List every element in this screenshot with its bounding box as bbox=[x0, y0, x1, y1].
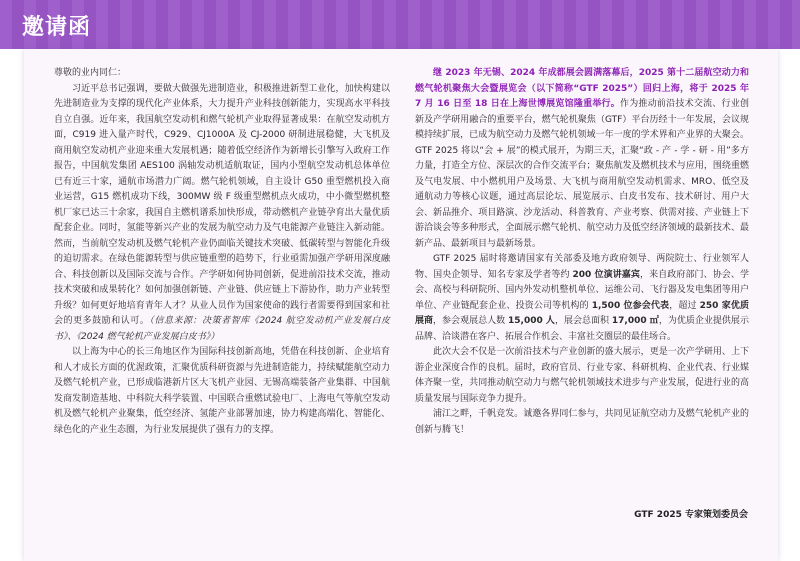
delegates-count: 1,500 位参会代表 bbox=[591, 300, 670, 311]
visitors-count: 15,000 人 bbox=[508, 316, 555, 326]
page-title: 邀请函 bbox=[22, 15, 92, 40]
p2-text-c: ，来自政府部门、协会、学会、高校与科研院所、国内外发动机整机单位、运维公司、飞行器及发电集团等用户单位、产业链配套企业、投资公司等机构的 bbox=[415, 269, 749, 311]
right-paragraph-3: 此次大会不仅是一次前沿技术与产业创新的盛大展示，更是一次产学研用、上下游企业深度合作的良机。届时，政府官员、行业专家、科研机构、企业代表、行业媒体齐聚一堂，共同推动航空动力与燃气轮机领域技术进步与产业发展，促进行业的高质量发展与国际竞争力提升。 bbox=[415, 347, 749, 404]
header-bar bbox=[0, 0, 800, 49]
left-paragraph-1 bbox=[54, 82, 390, 346]
speakers-count: 200 位演讲嘉宾 bbox=[572, 269, 640, 280]
p2-text-a: GTF 2025 届时将邀请国家有关部委及地方政府领导、两院院士、行业领军人物、国央企领导、知名专家及学者等约 bbox=[415, 254, 749, 280]
invitation-panel bbox=[24, 49, 778, 561]
left-column bbox=[54, 66, 390, 438]
p2-text-i: ，展会总面积 bbox=[554, 316, 612, 326]
exhibition-area: 17,000 ㎡ bbox=[611, 316, 659, 326]
p2-text-k: ，为优质企业提供展示品牌、洽谈潜在客户、拓展合作机会、丰富社交圈层的最佳场合。 bbox=[415, 316, 749, 342]
source-note: （信息来源：决策者智库《2024 航空发动机产业发展白皮书》、《2024 燃气轮机产业发展白皮书》） bbox=[54, 316, 390, 342]
p2-text-g: ，参会观展总人数 bbox=[433, 316, 509, 326]
p2-text-e: ，超过 bbox=[669, 300, 700, 311]
right-paragraph-1 bbox=[415, 66, 749, 252]
greeting: 尊敬的业内同仁： bbox=[54, 68, 127, 78]
event-highlight: 继 2023 年无锡、2024 年成都展会圆满落幕后，2025 第十二届航空动力和燃气轮机聚焦大会暨展览会（以下简称“GTF 2025”）回归上海，将于 2025 年 7 月 16 日至 18 日在上海世博展览馆隆重举行。 bbox=[415, 68, 749, 109]
right-column bbox=[415, 66, 749, 438]
exhibitors-count: 250 家优质展商 bbox=[415, 300, 749, 326]
right-paragraph-4: 浦江之畔，千帆竞发。诚邀各界同仁参与，共同见证航空动力及燃气轮机产业的创新与腾飞！ bbox=[415, 409, 749, 435]
right-paragraph-2 bbox=[415, 252, 749, 345]
left-paragraph-2: 以上海为中心的长三角地区作为国际科技创新高地，凭借在科技创新、企业培育和人才成长方面的优渥政策，汇聚优质科研资源与先进制造能力，持续赋能航空动力及燃气轮机产业，已形成临港新片区大飞机产业园、无锡高端装备产业集群、中国航发商发制造基地、中科院大科学装置、中国联合重燃试验电厂、上海电气等航空发动机及燃气轮机产业聚集，低空经济、氢能产业部署加速，协力构建高端化、智能化、绿色化的产业生态圈，为行业发展提供了强有力的支撑。 bbox=[54, 347, 390, 435]
left-paragraph-1-text: 习近平总书记强调，要做大做强先进制造业，积极推进新型工业化，加快构建以先进制造业为支撑的现代化产业体系，大力提升产业科技创新能力，实现高水平科技自立自强。近年来，我国航空发动机和燃气轮机产业取得显著成果：在航空发动机方面，C919 进入量产时代，C929、CJ1000A 及 CJ-2000 研制进展稳健，大飞机及商用航空发动机产业迎来重大发展机遇；随着低空经济作为新增长引擎写入政府工作报告，中国航发集团 AES100 涡轴发动机适航取证，国内小型航空发动机总体单位已有近三十家，通航市场潜力广阔。燃气轮机领域，自主设计 G50 重型燃机投入商业运营，G15 燃机成功下线，300MW 级 F 级重型燃机点火成功，中小微型燃机整机厂家已达三十余家，我国自主燃机谱系加快形成，带动燃机产业链孕育出大量优质配套企业。同时，氢能等新兴产业的发展为航空动力及气电能源产业链注入新动能。然而，当前航空发动机及燃气轮机产业仍面临关键技术突破、低碳转型与智能化升级的迫切需求。在绿色能源转型与供应链重塑的趋势下，行业亟需加强产学研用深度融合、科技创新以及国际交流与合作。产学研如何协同创新，促进前沿技术交流，推动技术突破和成果转化？如何加强创新链、产业链、供应链上下游协作，助力产业转型升级？如何更好地培育青年人才？从业人员作为国家使命的践行者需要得到国家和社会的更多鼓励和认可。 bbox=[54, 83, 390, 326]
signature: GTF 2025 专家策划委员会 bbox=[634, 510, 748, 520]
right-paragraph-1-text: 作为推动前沿技术交流、行业创新及产学研用融合的重要平台，燃气轮机聚焦（GTF）平台历经十一年发展，会议规模持续扩展，已成为航空动力及燃气轮机领域一年一度的学术界和产业界的大聚会。GTF 2025 将以“会 + 展”的模式展开，为期三天，汇聚“政 - 产 - 学 - 研 - 用”多方力量，打造全方位、深层次的合作交流平台；聚焦航发及燃机技术与应用，围绕重燃及气电发展、中小燃机用户及场景、大飞机与商用航空发动机需求、MRO、低空及通航动力等核心议题，通过高层论坛、展览展示、白皮书发布、技术研讨、用户大会、新品推介、项目路演、沙龙活动、科普教育、产业考察、供需对接、产业链上下游洽谈会等多种形式，全面展示燃气轮机、航空动力及低空经济领域的最新技术、最新产品、最新项目与最新场景。 bbox=[415, 99, 749, 249]
